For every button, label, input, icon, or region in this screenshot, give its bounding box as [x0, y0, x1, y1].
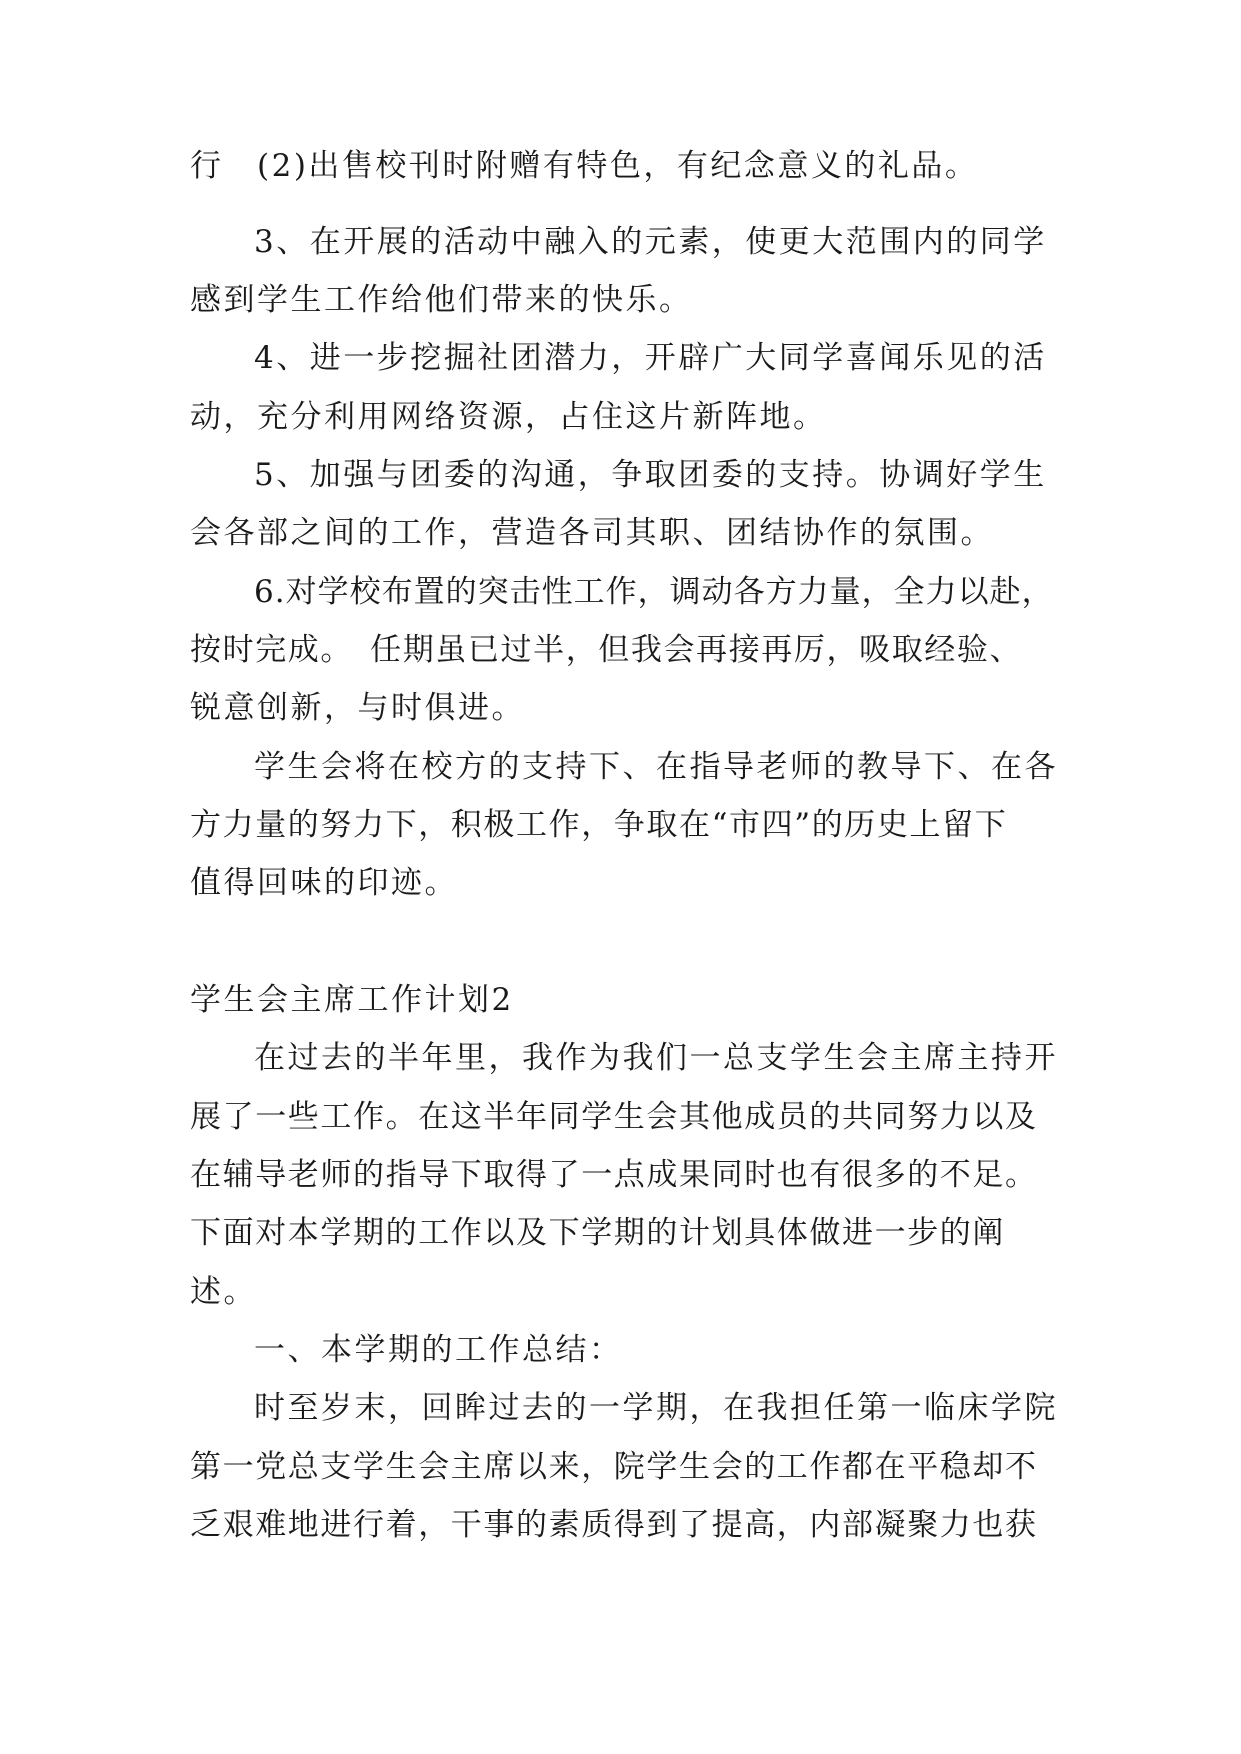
text-line: 下面对本学期的工作以及下学期的计划具体做进一步的阐	[190, 1215, 1005, 1251]
text-line: 5、加强与团委的沟通，争取团委的支持。协调好学生	[254, 457, 1047, 493]
text-line: 动，充分利用网络资源，占住这片新阵地。	[190, 399, 827, 435]
section-heading: 学生会主席工作计划2	[190, 982, 514, 1018]
text-line: 时至岁末，回眸过去的一学期，在我担任第一临床学院	[254, 1390, 1058, 1426]
text-line: 在辅导老师的指导下取得了一点成果同时也有很多的不足。	[190, 1157, 1038, 1193]
text-line: 锐意创新，与时俱进。	[190, 690, 525, 726]
text-line: 3、在开展的活动中融入的元素，使更大范围内的同学	[254, 224, 1047, 260]
text-line: 第一党总支学生会主席以来，院学生会的工作都在平稳却不	[190, 1449, 1038, 1485]
text-line: 感到学生工作给他们带来的快乐。	[190, 282, 693, 318]
text-line: 一、本学期的工作总结：	[254, 1332, 623, 1368]
text-line: 在过去的半年里，我作为我们一总支学生会主席主持开	[254, 1040, 1058, 1076]
text-line: 6.对学校布置的突击性工作，调动各方力量，全力以赴，	[254, 574, 1054, 610]
text-line: 会各部之间的工作，营造各司其职、团结协作的氛围。	[190, 515, 994, 551]
text-line: 行 (2)出售校刊时附赠有特色，有纪念意义的礼品。	[190, 148, 979, 184]
text-line: 述。	[190, 1274, 257, 1310]
text-line: 展了一些工作。在这半年同学生会其他成员的共同努力以及	[190, 1099, 1038, 1135]
text-line: 按时完成。 任期虽已过半，但我会再接再厉，吸取经验、	[190, 632, 1023, 668]
text-line: 4、进一步挖掘社团潜力，开辟广大同学喜闻乐见的活	[254, 340, 1047, 376]
text-line: 方力量的努力下，积极工作，争取在“市四”的历史上留下	[190, 807, 1008, 843]
text-line: 值得回味的印迹。	[190, 865, 458, 901]
text-line: 学生会将在校方的支持下、在指导老师的教导下、在各	[254, 749, 1058, 785]
text-line: 乏艰难地进行着，干事的素质得到了提高，内部凝聚力也获	[190, 1507, 1038, 1543]
